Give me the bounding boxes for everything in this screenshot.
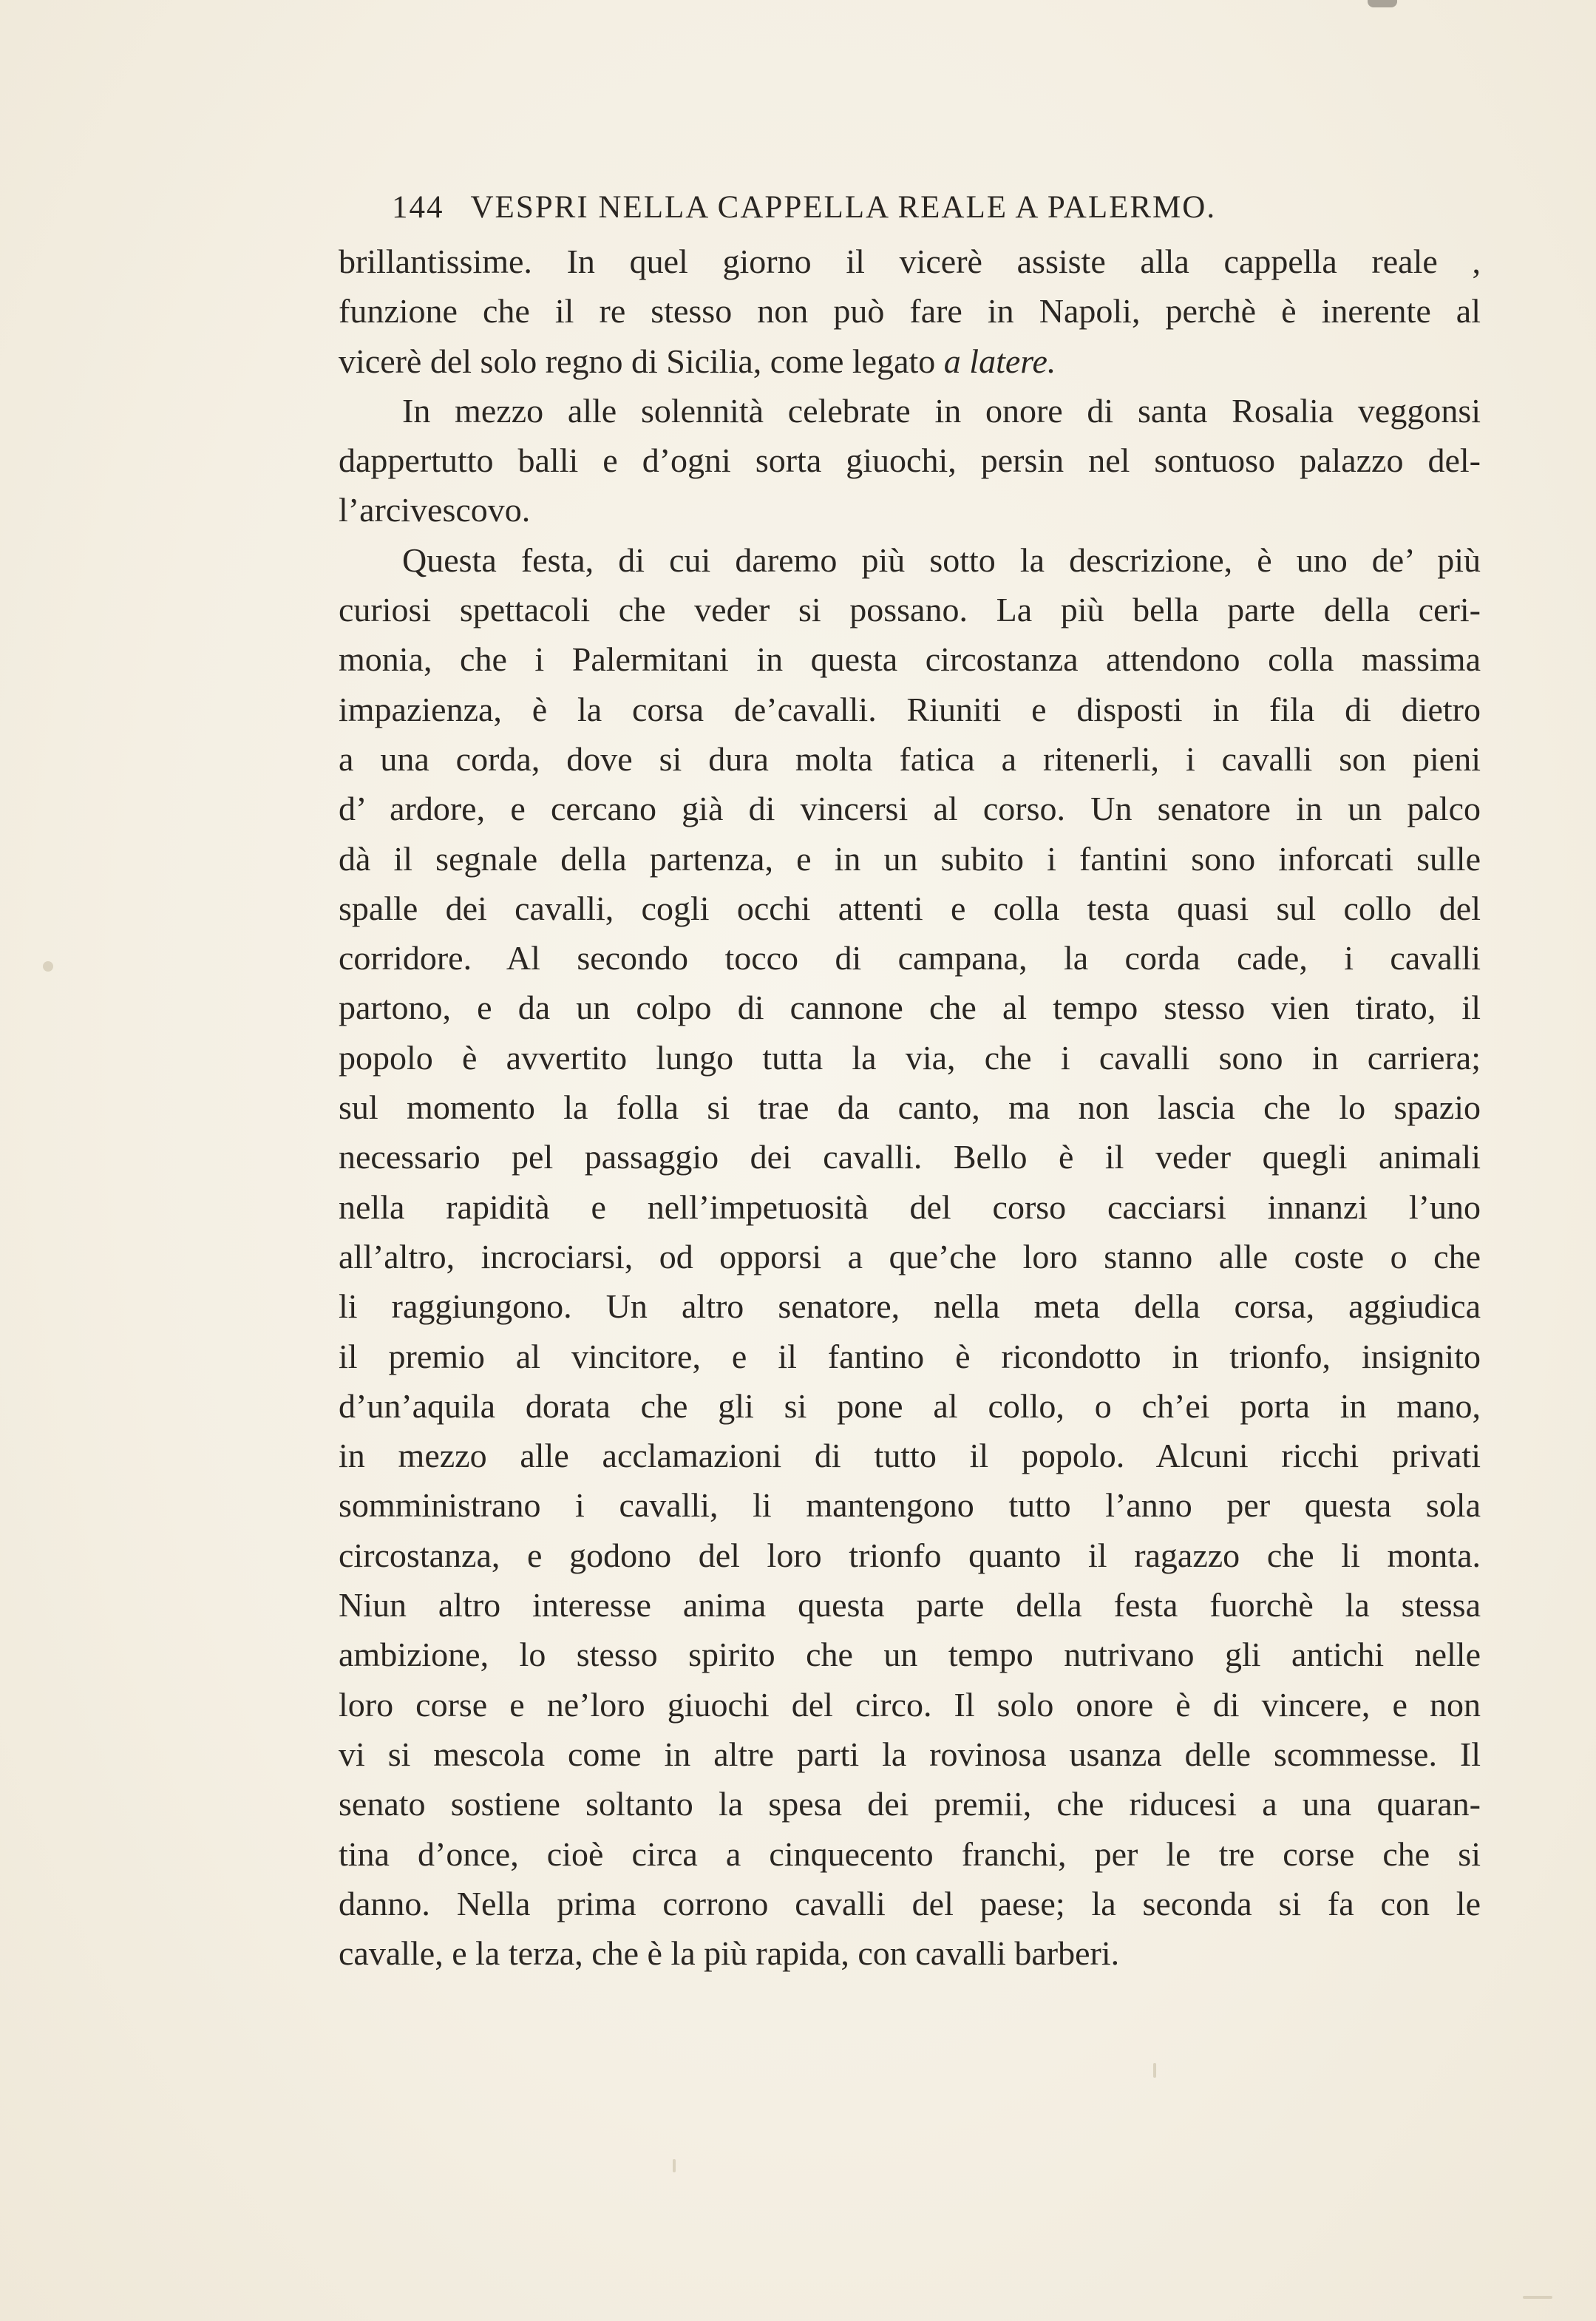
text-line [339,336,1481,386]
text-line: circostanza, e godono del loro trionfo quanto il ragazzo che li monta. [339,1536,1481,1574]
paper-speck [1153,2063,1156,2078]
italic-phrase: a latere. [943,342,1056,380]
text-line: brillantissime. In quel giorno il vicerè assiste alla cappella reale , [339,243,1481,280]
text-line: all’altro, incrociarsi, od opporsi a que’che loro stanno alle coste o che [339,1237,1481,1275]
text-line: li raggiungono. Un altro senatore, nella meta della corsa, aggiudica [339,1287,1481,1326]
text-line: ambizione, lo stesso spirito che un tempo nutrivano gli antichi nelle [339,1636,1481,1674]
text-line: spalle dei cavalli, cogli occhi attenti e colla testa quasi sul collo del [339,889,1481,927]
paper-speck [673,2159,676,2172]
text-line: curiosi spettacoli che veder si possano. La più bella parte della ceri- [339,591,1481,629]
running-title: VESPRI NELLA CAPPELLA REALE A PALERMO. [470,190,1217,225]
text-line: d’un’aquila dorata che gli si pone al collo, o ch’ei porta in mano, [339,1386,1481,1425]
text-line: in mezzo alle acclamazioni di tutto il popolo. Alcuni ricchi privati [339,1437,1481,1475]
text-line: nella rapidità e nell’impetuosità del corso cacciarsi innanzi l’uno [339,1187,1481,1226]
text-line: In mezzo alle solennità celebrate in onore di santa Rosalia veggonsi [402,391,1481,430]
text-line: partono, e da un colpo di cannone che al tempo stesso vien tirato, il [339,989,1481,1027]
page-edge-mark [1368,0,1397,7]
text-line: necessario pel passaggio dei cavalli. Bello è il veder quegli animali [339,1138,1481,1176]
page-header [392,189,1323,234]
paper-speck [1523,2296,1552,2299]
text-line: funzione che il re stesso non può fare in Napoli, perchè è inerente al [339,292,1481,331]
text-line: dappertutto balli e d’ogni sorta giuochi, persin nel sontuoso palazzo del- [339,441,1481,480]
paper-speck [43,961,53,972]
body-text [339,237,1481,1978]
text-line: loro corse e ne’loro giuochi del circo. Il solo onore è di vincere, e non [339,1685,1481,1724]
text-line: vi si mescola come in altre parti la rovinosa usanza delle scommesse. Il [339,1735,1481,1773]
text-line: senato sostiene soltanto la spesa dei premii, che riducesi a una quaran- [339,1785,1481,1823]
text-line: cavalle, e la terza, che è la più rapida, con cavalli barberi. [339,1934,1120,1973]
text-line: Questa festa, di cui daremo più sotto la descrizione, è uno de’ più [402,541,1481,579]
text-line: danno. Nella prima corrono cavalli del paese; la seconda si fa con le [339,1884,1481,1922]
text-line: sul momento la folla si trae da canto, ma non lascia che lo spazio [339,1088,1481,1127]
text-line: l’arcivescovo. [339,491,531,529]
text-line: tina d’once, cioè circa a cinquecento franchi, per le tre corse che si [339,1834,1481,1873]
text-line: impazienza, è la corsa de’cavalli. Riuniti e disposti in fila di dietro [339,690,1481,728]
page-number: 144 [392,190,444,225]
text-line-start: vicerè del solo regno di Sicilia, come legato [339,342,936,380]
text-line: a una corda, dove si dura molta fatica a ritenerli, i cavalli son pieni [339,739,1481,778]
text-line: dà il segnale della partenza, e in un subito i fantini sono inforcati sulle [339,839,1481,878]
text-line: corridore. Al secondo tocco di campana, la corda cade, i cavalli [339,939,1481,977]
text-line: popolo è avvertito lungo tutta la via, che i cavalli sono in carriera; [339,1038,1481,1077]
text-line: somministrano i cavalli, li mantengono tutto l’anno per questa sola [339,1486,1481,1525]
text-line: d’ ardore, e cercano già di vincersi al corso. Un senatore in un palco [339,790,1481,828]
text-line: monia, che i Palermitani in questa circostanza attendono colla massima [339,640,1481,679]
text-line: Niun altro interesse anima questa parte della festa fuorchè la stessa [339,1586,1481,1624]
text-line: il premio al vincitore, e il fantino è ricondotto in trionfo, insignito [339,1337,1481,1375]
